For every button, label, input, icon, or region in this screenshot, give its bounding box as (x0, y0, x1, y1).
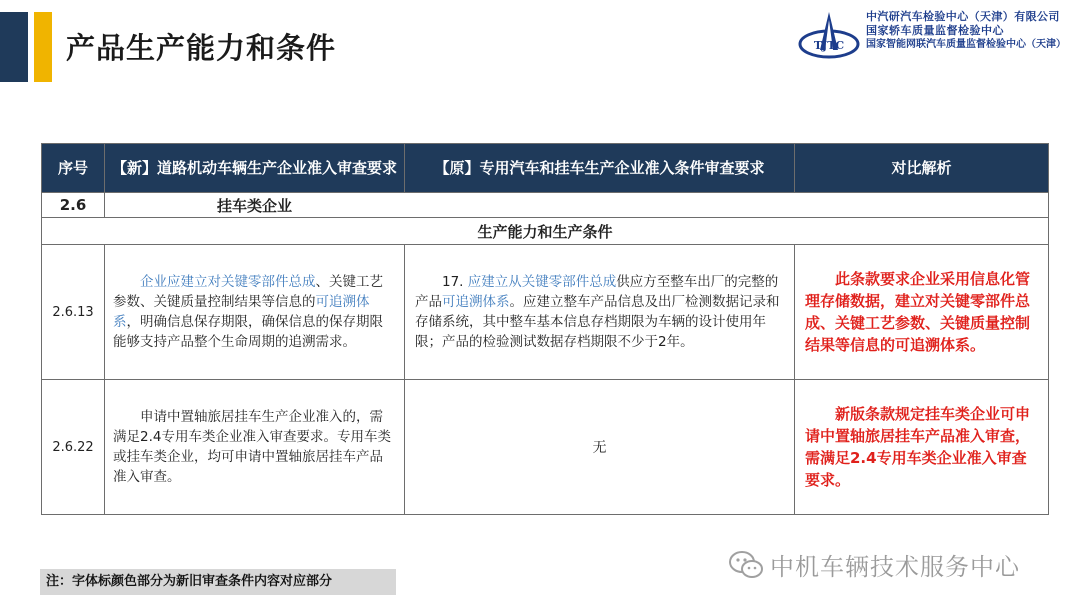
row-old-requirement: 无 (405, 380, 795, 515)
org-line-2: 国家轿车质量监督检验中心 (866, 24, 1004, 37)
organization-name (866, 10, 1072, 52)
row-old-requirement: 17. 应建立从关键零部件总成供应方至整车出厂的完整的产品可追溯体系。应建立整车产品信息及出厂检测数据记录和存储系统，其中整车基本信息存档期限为车辆的设计使用年限；产品的检验测试数据存档期限不少于2年。 (405, 245, 795, 380)
wechat-icon (728, 550, 764, 580)
table-row (42, 380, 1049, 515)
comparison-table (41, 143, 1049, 515)
logo-text: TJTC (813, 39, 845, 52)
row-num: 2.6.22 (42, 380, 105, 515)
header-old: 【原】专用汽车和挂车生产企业准入条件审查要求 (405, 144, 795, 193)
watermark (728, 547, 1020, 582)
highlight-text: 企业应建立对关键零部件总成 (140, 274, 316, 290)
row-analysis: 新版条款规定挂车类企业可申请中置轴旅居挂车产品准入审查，需满足2.4专用车类企业准入审查要求。 (795, 380, 1049, 515)
title-accent-bar-gold (34, 12, 52, 82)
row-new-requirement: 申请中置轴旅居挂车生产企业准入的，需满足2.4专用车类企业准入审查要求。专用车类或挂车类企业，均可申请中置轴旅居挂车产品准入审查。 (105, 380, 405, 515)
org-line-3: 国家智能网联汽车质量监督检验中心（天津） (866, 39, 1066, 50)
org-line-1: 中汽研汽车检验中心（天津）有限公司 (866, 10, 1060, 23)
row-new-requirement: 企业应建立对关键零部件总成、关键工艺参数、关键质量控制结果等信息的可追溯体系，明确信息保存期限，确保信息的保存期限能够支持产品整个生命周期的追溯需求。 (105, 245, 405, 380)
title-accent-bar-dark (0, 12, 28, 82)
section-row (42, 193, 1049, 218)
highlight-text: 可追溯体系 (442, 294, 510, 310)
header-new: 【新】道路机动车辆生产企业准入审查要求 (105, 144, 405, 193)
highlight-text: 应建立从关键零部件总成 (467, 274, 617, 290)
section-label: 挂车类企业 (105, 193, 1049, 218)
header-analysis: 对比解析 (795, 144, 1049, 193)
table-row (42, 245, 1049, 380)
page-title: 产品生产能力和条件 (66, 31, 337, 65)
header-num: 序号 (42, 144, 105, 193)
subsection-row (42, 218, 1049, 245)
subsection-label: 生产能力和生产条件 (42, 218, 1049, 245)
table-header-row (42, 144, 1049, 193)
row-analysis: 此条款要求企业采用信息化管理存储数据，建立对关键零部件总成、关键工艺参数、关键质量控制结果等信息的可追溯体系。 (795, 245, 1049, 380)
highlight-text: 可追溯体系 (113, 294, 370, 330)
section-num: 2.6 (42, 193, 105, 218)
row-num: 2.6.13 (42, 245, 105, 380)
footnote: 注：字体标颜色部分为新旧审查条件内容对应部分 (40, 569, 396, 595)
watermark-text: 中机车辆技术服务中心 (770, 553, 1020, 581)
tjtc-logo-icon (798, 10, 860, 66)
